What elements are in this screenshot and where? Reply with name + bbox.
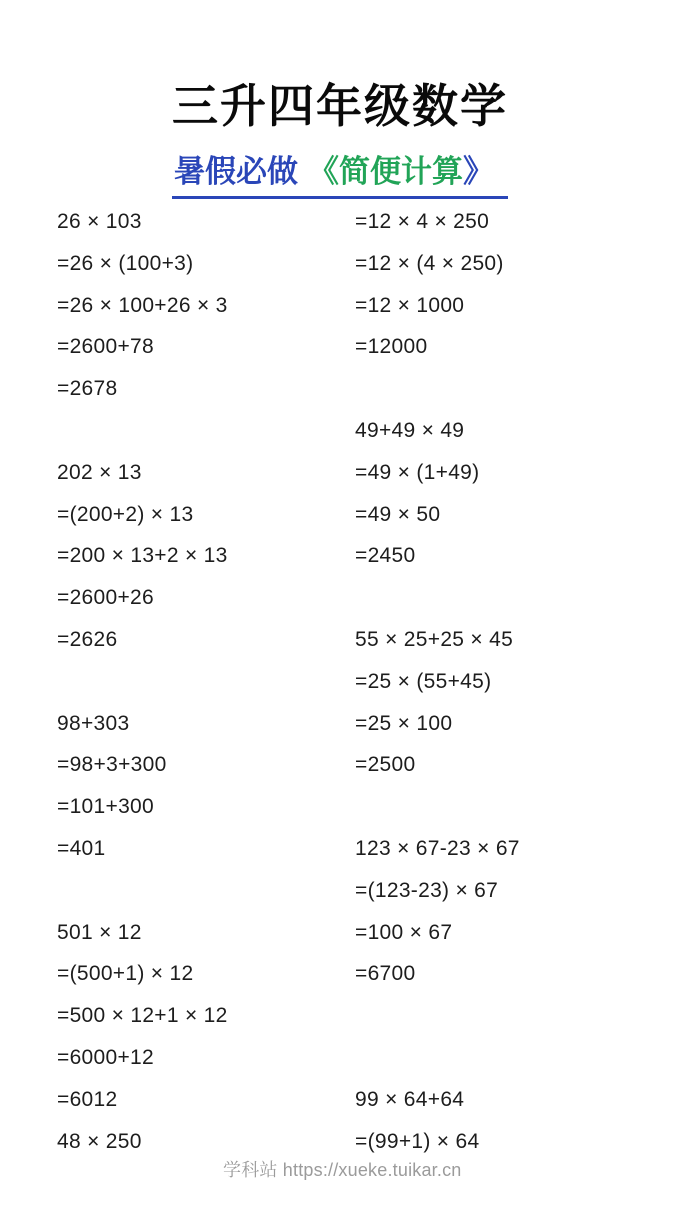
math-line: =49 × (1+49) xyxy=(355,460,480,484)
math-line-blank xyxy=(355,1037,520,1079)
math-line: =2500 xyxy=(355,753,416,777)
math-line: 501 × 12 xyxy=(57,920,142,944)
math-line: =25 × 100 xyxy=(355,711,453,735)
math-line-blank xyxy=(355,786,520,828)
math-line: 55 × 25+25 × 45 xyxy=(355,627,514,651)
math-line: =2600+26 xyxy=(57,586,155,610)
math-line: =401 xyxy=(57,836,106,860)
math-line: =100 × 67 xyxy=(355,920,453,944)
math-line: =6012 xyxy=(57,1087,118,1111)
math-line: =500 × 12+1 × 12 xyxy=(57,1004,228,1028)
math-line: =6000+12 xyxy=(57,1045,155,1069)
math-line-blank xyxy=(57,661,228,703)
math-line: =2626 xyxy=(57,627,118,651)
math-line: =98+3+300 xyxy=(57,753,167,777)
math-line: =12000 xyxy=(355,335,428,359)
math-line: =25 × (55+45) xyxy=(355,669,492,693)
math-line: =12 × (4 × 250) xyxy=(355,251,504,275)
math-line: =101+300 xyxy=(57,795,155,819)
math-line: =(500+1) × 12 xyxy=(57,962,194,986)
math-line: =49 × 50 xyxy=(355,502,441,526)
subtitle-row xyxy=(0,146,680,199)
math-line-blank xyxy=(57,870,228,912)
subtitle-green-text: 《简便计算 xyxy=(308,154,463,190)
math-line: =26 × (100+3) xyxy=(57,251,194,275)
math-line: =12 × 4 × 250 xyxy=(355,210,490,233)
problems-column-right xyxy=(355,201,520,1162)
math-line: =6700 xyxy=(355,962,416,986)
math-line: 48 × 250 xyxy=(57,1129,142,1153)
math-line: =2600+78 xyxy=(57,335,155,359)
problems-column-left xyxy=(57,201,228,1162)
page-title: 三升四年级数学 xyxy=(172,79,508,133)
math-line-blank xyxy=(355,577,520,619)
subtitle-underlined xyxy=(172,146,508,199)
math-line: =200 × 13+2 × 13 xyxy=(57,544,228,568)
subtitle-closing-bracket: 》 xyxy=(463,154,494,190)
math-line-blank xyxy=(355,995,520,1037)
math-line: =(200+2) × 13 xyxy=(57,502,194,526)
subtitle-blue-text: 暑假必做 xyxy=(174,154,298,190)
math-line: 98+303 xyxy=(57,711,130,735)
math-line: =2450 xyxy=(355,544,416,568)
math-line: 49+49 × 49 xyxy=(355,418,465,442)
math-line: 123 × 67-23 × 67 xyxy=(355,836,520,860)
math-line: 202 × 13 xyxy=(57,460,142,484)
math-line: 26 × 103 xyxy=(57,210,142,233)
math-line: =2678 xyxy=(57,377,118,401)
math-line: =26 × 100+26 × 3 xyxy=(57,293,228,317)
math-line: =12 × 1000 xyxy=(355,293,465,317)
math-line: =(99+1) × 64 xyxy=(355,1129,480,1153)
math-line-blank xyxy=(57,410,228,452)
math-line-blank xyxy=(355,368,520,410)
math-line: =(123-23) × 67 xyxy=(355,878,499,902)
math-line: 99 × 64+64 xyxy=(355,1087,465,1111)
watermark-footer: 学科站 https://xueke.tuikar.cn xyxy=(223,1160,462,1180)
